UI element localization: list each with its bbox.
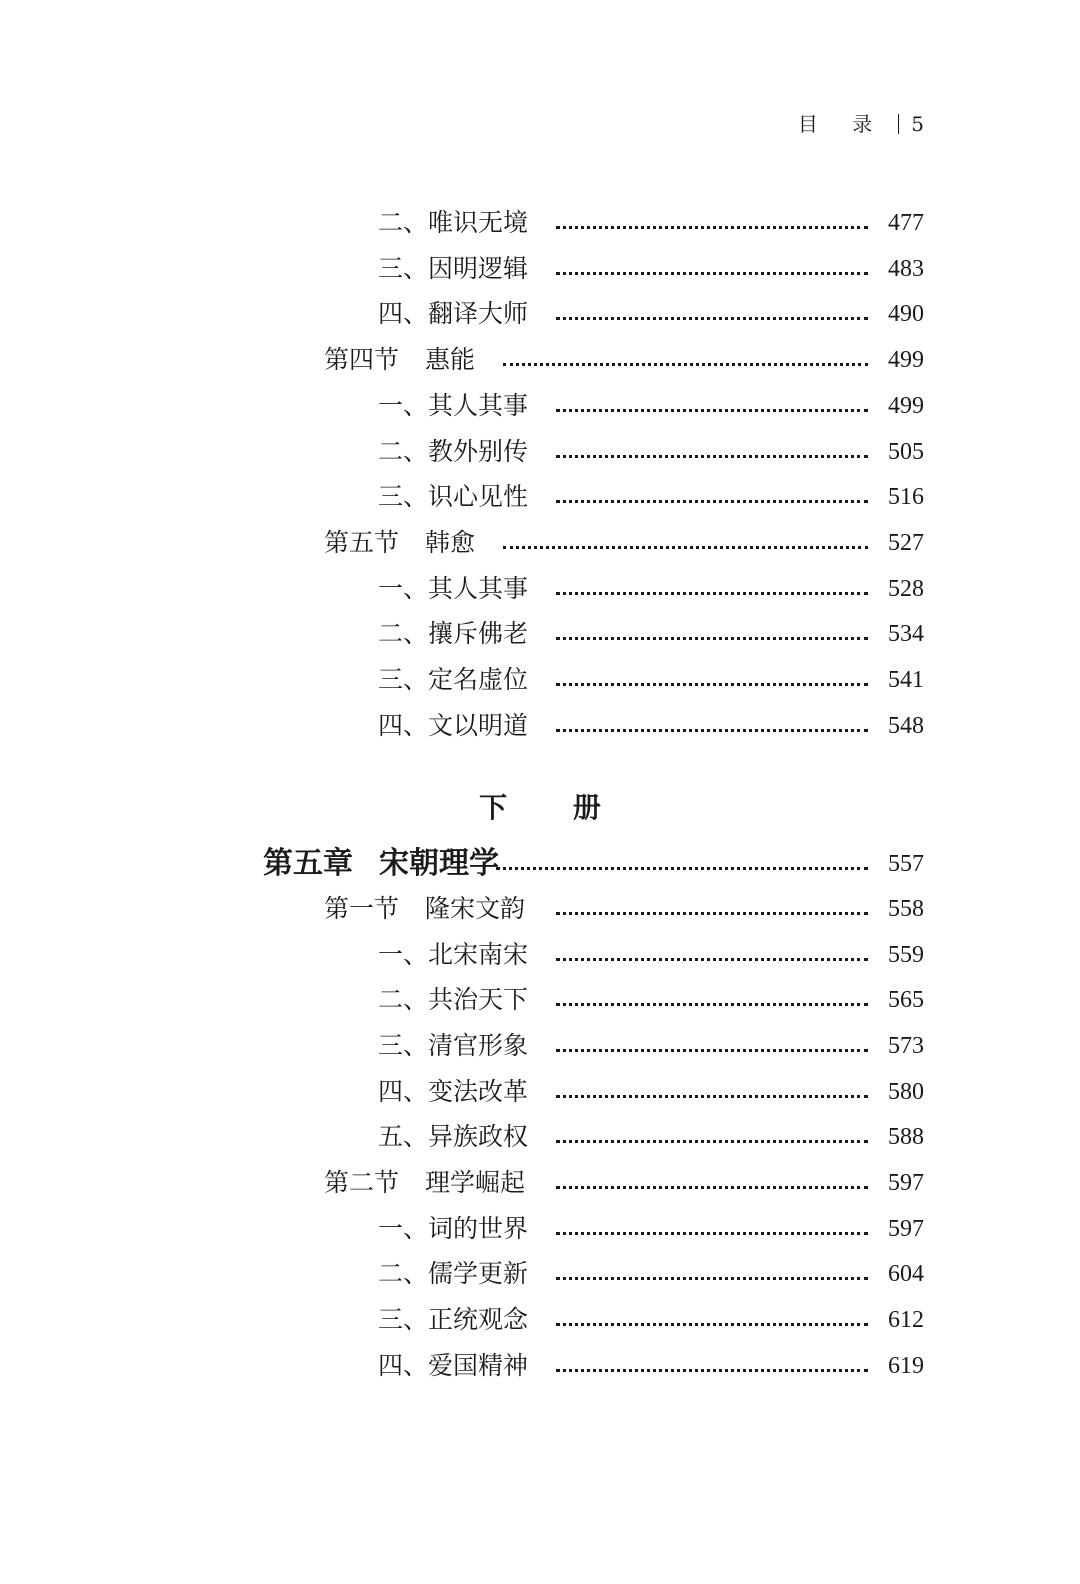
toc-page-number: 516 — [888, 484, 924, 510]
toc-entry-label: 四、文以明道 — [378, 711, 529, 740]
toc-page-number: 490 — [888, 301, 924, 327]
toc-entry-label: 三、因明逻辑 — [378, 254, 529, 283]
toc-entry-label: 四、变法改革 — [378, 1077, 529, 1106]
toc-page-number: 597 — [888, 1170, 924, 1196]
toc-entry[interactable] — [0, 1343, 1080, 1389]
toc-entry-label: 二、攘斥佛老 — [378, 619, 529, 648]
dot-leader — [556, 1140, 868, 1143]
toc-entry[interactable] — [0, 566, 1080, 612]
toc-page-number: 557 — [888, 851, 924, 877]
dot-leader — [556, 409, 868, 412]
dot-leader — [556, 1095, 868, 1098]
toc-entry-label: 第五节 韩愈 — [324, 528, 476, 557]
toc-entry[interactable] — [0, 1023, 1080, 1069]
toc-entry-label: 三、定名虚位 — [378, 665, 529, 694]
toc-entry-label: 第二节 理学崛起 — [324, 1168, 526, 1197]
dot-leader — [556, 1186, 868, 1189]
dot-leader — [556, 592, 868, 595]
dot-leader — [556, 683, 868, 686]
toc-page-number: 505 — [888, 439, 924, 465]
toc-entry[interactable] — [0, 429, 1080, 475]
toc-entry-label: 二、唯识无境 — [378, 208, 529, 237]
toc-entry-label: 三、清官形象 — [378, 1031, 529, 1060]
dot-leader — [556, 272, 868, 275]
header-divider — [898, 114, 899, 134]
toc-page-number: 558 — [888, 896, 924, 922]
dot-leader — [556, 317, 868, 320]
toc-entry-label: 五、异族政权 — [378, 1122, 529, 1151]
toc-entry[interactable] — [0, 200, 1080, 246]
toc-page-number: 612 — [888, 1307, 924, 1333]
toc-page-number: 565 — [888, 987, 924, 1013]
toc-entry[interactable] — [0, 1114, 1080, 1160]
dot-leader — [556, 729, 868, 732]
toc-page-number: 534 — [888, 621, 924, 647]
toc-entry-label: 第四节 惠能 — [324, 345, 476, 374]
dot-leader — [556, 958, 868, 961]
dot-leader — [556, 1003, 868, 1006]
toc-entry[interactable] — [0, 474, 1080, 520]
toc-entry[interactable] — [0, 977, 1080, 1023]
toc-entry-label: 第五章 宋朝理学 — [263, 846, 499, 881]
toc-page-number: 597 — [888, 1216, 924, 1242]
toc-page-number: 619 — [888, 1353, 924, 1379]
header-title: 目 录 — [797, 112, 887, 136]
toc-entry[interactable] — [0, 1297, 1080, 1343]
dot-leader — [496, 867, 868, 870]
toc-page-number: 483 — [888, 256, 924, 282]
toc-page-number: 528 — [888, 576, 924, 602]
toc-page-number: 588 — [888, 1124, 924, 1150]
running-header — [798, 108, 924, 137]
toc-page-number: 541 — [888, 667, 924, 693]
dot-leader — [556, 455, 868, 458]
header-page-number: 5 — [911, 112, 924, 136]
dot-leader — [556, 1369, 868, 1372]
dot-leader — [556, 1277, 868, 1280]
toc-entry-label: 四、爱国精神 — [378, 1351, 529, 1380]
toc-page-number: 573 — [888, 1033, 924, 1059]
toc-entry[interactable] — [0, 611, 1080, 657]
dot-leader — [556, 500, 868, 503]
toc-entry-label: 一、其人其事 — [378, 391, 529, 420]
toc-page-number: 559 — [888, 942, 924, 968]
toc-entry-label: 二、儒学更新 — [378, 1259, 529, 1288]
dot-leader — [556, 1049, 868, 1052]
toc-entry-label: 二、教外别传 — [378, 437, 529, 466]
toc-entry[interactable] — [0, 703, 1080, 749]
toc-entry-label: 三、识心见性 — [378, 482, 529, 511]
dot-leader — [556, 1323, 868, 1326]
toc-entry-label: 一、词的世界 — [378, 1214, 529, 1243]
toc-section-entry[interactable] — [0, 1160, 1080, 1206]
toc-page-number: 527 — [888, 530, 924, 556]
toc-page-number: 477 — [888, 210, 924, 236]
toc-entry[interactable] — [0, 1069, 1080, 1115]
toc-entry-label: 第一节 隆宋文韵 — [324, 894, 526, 923]
toc-page-number: 604 — [888, 1261, 924, 1287]
toc-section-entry[interactable] — [0, 337, 1080, 383]
dot-leader — [503, 546, 868, 549]
toc-entry-label: 一、北宋南宋 — [378, 940, 529, 969]
toc-entry[interactable] — [0, 383, 1080, 429]
toc-entry-label: 一、其人其事 — [378, 574, 529, 603]
dot-leader — [556, 226, 868, 229]
dot-leader — [556, 1232, 868, 1235]
toc-page-number: 499 — [888, 393, 924, 419]
toc-page-number: 499 — [888, 347, 924, 373]
toc-entry-label: 四、翻译大师 — [378, 299, 529, 328]
toc-entry[interactable] — [0, 1206, 1080, 1252]
toc-chapter-entry[interactable] — [0, 841, 1080, 887]
dot-leader — [503, 363, 868, 366]
toc-page-number: 580 — [888, 1079, 924, 1105]
toc-entry[interactable] — [0, 932, 1080, 978]
toc-section-entry[interactable] — [0, 520, 1080, 566]
toc-entry[interactable] — [0, 1251, 1080, 1297]
toc-section-entry[interactable] — [0, 886, 1080, 932]
toc-page-number: 548 — [888, 713, 924, 739]
toc-entry[interactable] — [0, 291, 1080, 337]
dot-leader — [556, 912, 868, 915]
toc-entry-label: 三、正统观念 — [378, 1305, 529, 1334]
toc-entry[interactable] — [0, 657, 1080, 703]
toc-entry[interactable] — [0, 246, 1080, 292]
toc-entry-label: 二、共治天下 — [378, 985, 529, 1014]
volume-title: 下 册 — [479, 791, 629, 824]
dot-leader — [556, 637, 868, 640]
